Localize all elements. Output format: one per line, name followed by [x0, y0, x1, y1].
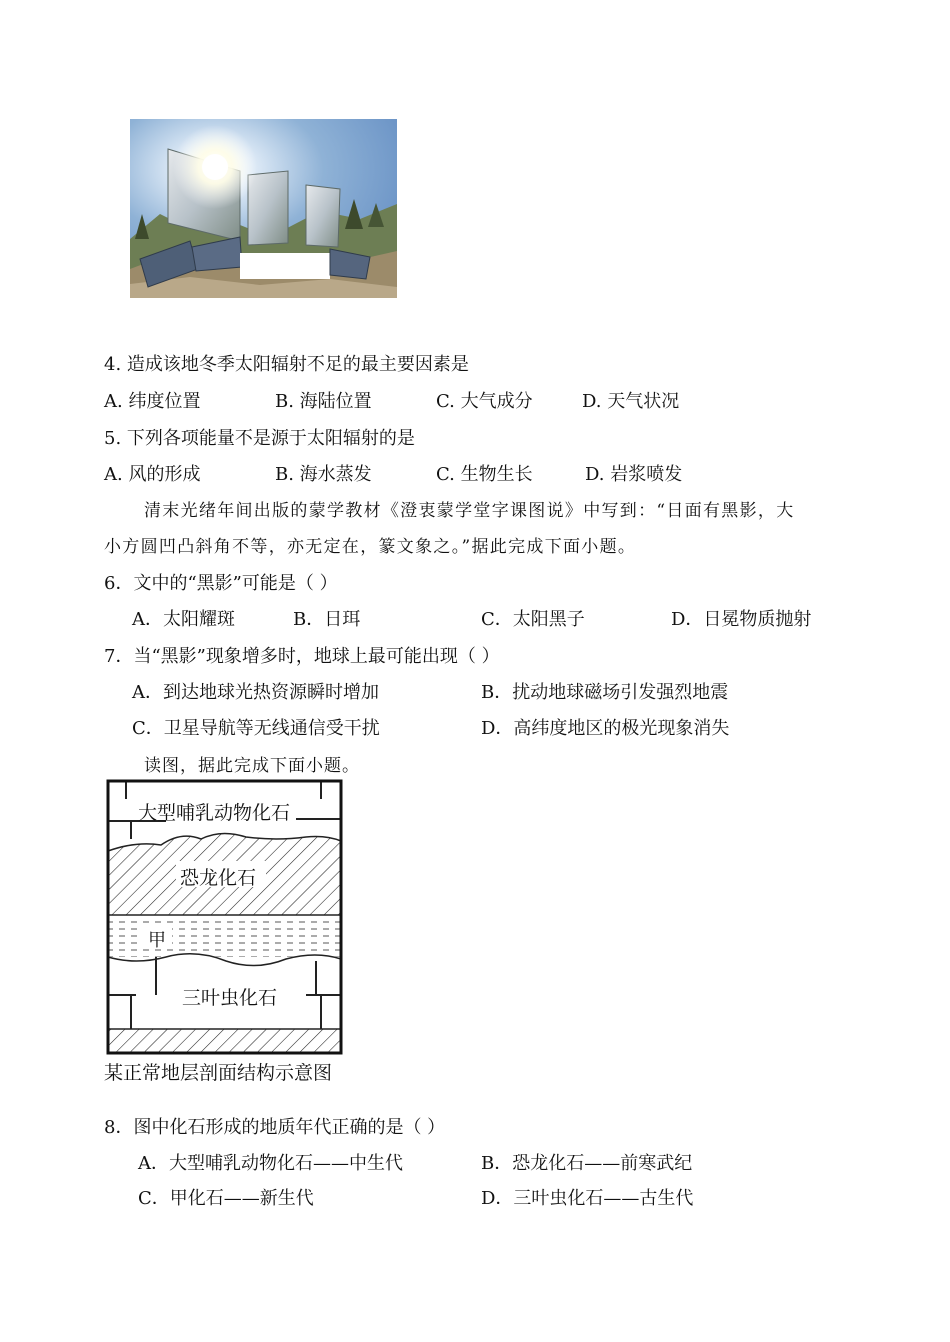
q8-stem: 8．图中化石形成的地质年代正确的是（ ）	[104, 1117, 446, 1138]
q4-option-a: A. 纬度位置	[104, 391, 201, 412]
q4-stem: 4. 造成该地冬季太阳辐射不足的最主要因素是	[104, 354, 469, 375]
q5-stem: 5. 下列各项能量不是源于太阳辐射的是	[104, 428, 415, 449]
q7-option-a: A．到达地球光热资源瞬时增加	[132, 682, 379, 703]
q6-option-b: B．日珥	[293, 609, 361, 630]
q6-option-a: A．太阳耀斑	[132, 609, 235, 630]
figure-caption: 某正常地层剖面结构示意图	[104, 1062, 333, 1084]
q5-option-b: B. 海水蒸发	[275, 464, 372, 485]
passage1-line1: 清末光绪年间出版的蒙学教材《澄衷蒙学堂字课图说》中写到：“日面有黑影，大	[144, 501, 795, 521]
q5-option-c: C. 生物生长	[436, 464, 533, 485]
solar-mirror-photo	[130, 119, 397, 298]
q7-option-b: B．扰动地球磁场引发强烈地震	[481, 682, 729, 703]
q8-option-a: A．大型哺乳动物化石——中生代	[138, 1153, 403, 1174]
layer-trilobite-label: 三叶虫化石	[182, 987, 278, 1009]
q8-option-d: D．三叶虫化石——古生代	[481, 1188, 694, 1209]
q7-stem: 7．当“黑影”现象增多时，地球上最可能出现（ ）	[104, 646, 500, 667]
q7-option-d: D．高纬度地区的极光现象消失	[481, 718, 730, 739]
q5-option-a: A. 风的形成	[104, 464, 201, 485]
stratum-diagram	[106, 779, 346, 1061]
q7-option-c: C．卫星导航等无线通信受干扰	[132, 718, 380, 739]
passage1-line2: 小方圆凹凸斜角不等，亦无定在，篆文象之。”据此完成下面小题。	[104, 537, 637, 557]
q4-option-b: B. 海陆位置	[275, 391, 372, 412]
q6-stem: 6．文中的“黑影”可能是（ ）	[104, 573, 338, 594]
q8-option-c: C．甲化石——新生代	[138, 1188, 314, 1209]
q4-option-d: D. 天气状况	[582, 391, 680, 412]
layer-dinosaur-label: 恐龙化石	[180, 867, 257, 889]
q8-option-b: B．恐龙化石——前寒武纪	[481, 1153, 693, 1174]
q6-option-c: C．太阳黑子	[481, 609, 585, 630]
q4-option-c: C. 大气成分	[436, 391, 533, 412]
q6-option-d: D．日冕物质抛射	[671, 609, 812, 630]
layer-mammal-label: 大型哺乳动物化石	[138, 802, 291, 824]
passage2: 读图，据此完成下面小题。	[144, 756, 360, 776]
layer-jia-label: 甲	[148, 930, 166, 951]
q5-option-d: D. 岩浆喷发	[585, 464, 683, 485]
